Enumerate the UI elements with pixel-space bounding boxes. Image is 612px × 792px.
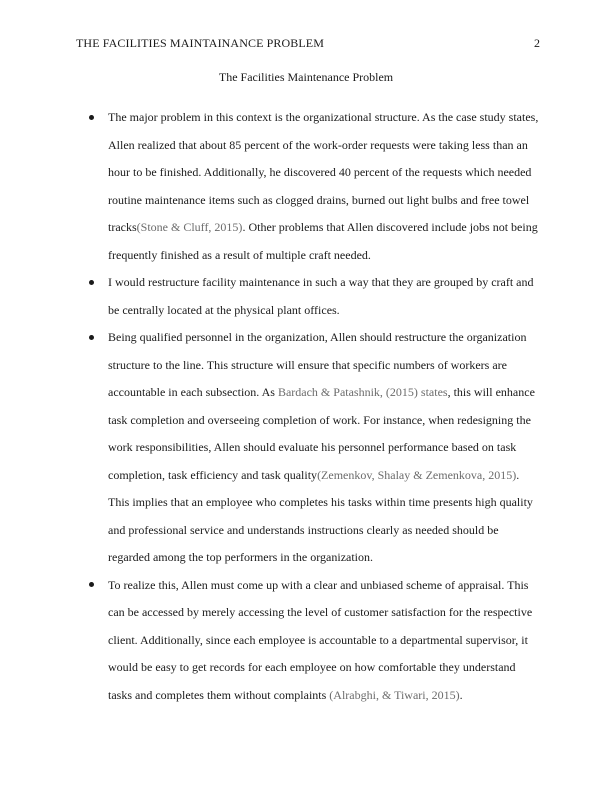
bullet-item bbox=[0, 572, 540, 710]
citation: (Zemenkov, Shalay & Zemenkova, 2015) bbox=[317, 467, 517, 482]
citation: (Alrabghi, & Tiwari, 2015) bbox=[329, 687, 460, 702]
document-title: The Facilities Maintenance Problem bbox=[218, 70, 394, 84]
bullet-icon bbox=[89, 115, 94, 120]
page-number: 2 bbox=[534, 36, 540, 50]
bullet-list bbox=[0, 104, 612, 709]
bullet-icon bbox=[89, 280, 94, 285]
bullet-item bbox=[0, 269, 540, 324]
bullet-text: . This implies that an employee who completes his tasks within time presents high quality and professional service and understands instructions clearly as needed should be regarded among the top performers in the organization. bbox=[108, 467, 533, 564]
bullet-icon bbox=[89, 582, 94, 587]
citation: Bardach & Patashnik, (2015) states bbox=[277, 385, 448, 399]
bullet-text: To realize this, Allen must come up with a clear and unbiased scheme of appraisal. This can be accessed by merely accessing the level of customer satisfaction for the respective client. Additionally, since each employee is accountable to a departmental supervisor, it would be easy to get records for each employee on how comfortable they understand tasks and completes them without complaints bbox=[108, 577, 533, 702]
bullet-text: The major problem in this context is the organizational structure. As the case study states, Allen realized that about 85 percent of the work-order requests were taking less than an hour to be finished. Additionally, he discovered 40 percent of the requests which needed routine maintenance items such as clogged drains, burned out light bulbs and free towel tracks bbox=[108, 110, 539, 234]
running-head: THE FACILITIES MAINTAINANCE PROBLEM bbox=[76, 36, 324, 50]
citation: (Stone & Cluff, 2015) bbox=[136, 220, 243, 234]
bullet-text: . Other problems that Allen discovered include jobs not being frequently finished as a result of multiple craft needed. bbox=[108, 220, 538, 262]
bullet-text: , this will enhance task completion and overseeing completion of work. For instance, when redesigning the work responsibilities, Allen should evaluate his personnel performance based on task completion, task efficiency and task quality bbox=[108, 385, 535, 482]
bullet-text: I would restructure facility maintenance in such a way that they are grouped by craft and be centrally located at the physical plant offices. bbox=[108, 275, 534, 317]
bullet-item bbox=[0, 104, 540, 269]
bullet-text: Being qualified personnel in the organization, Allen should restructure the organization structure to the line. This structure will ensure that specific numbers of workers are accountable in each subsection. As bbox=[108, 330, 527, 399]
bullet-text: . bbox=[459, 687, 463, 702]
bullet-icon bbox=[89, 335, 94, 340]
bullet-item bbox=[0, 324, 540, 572]
